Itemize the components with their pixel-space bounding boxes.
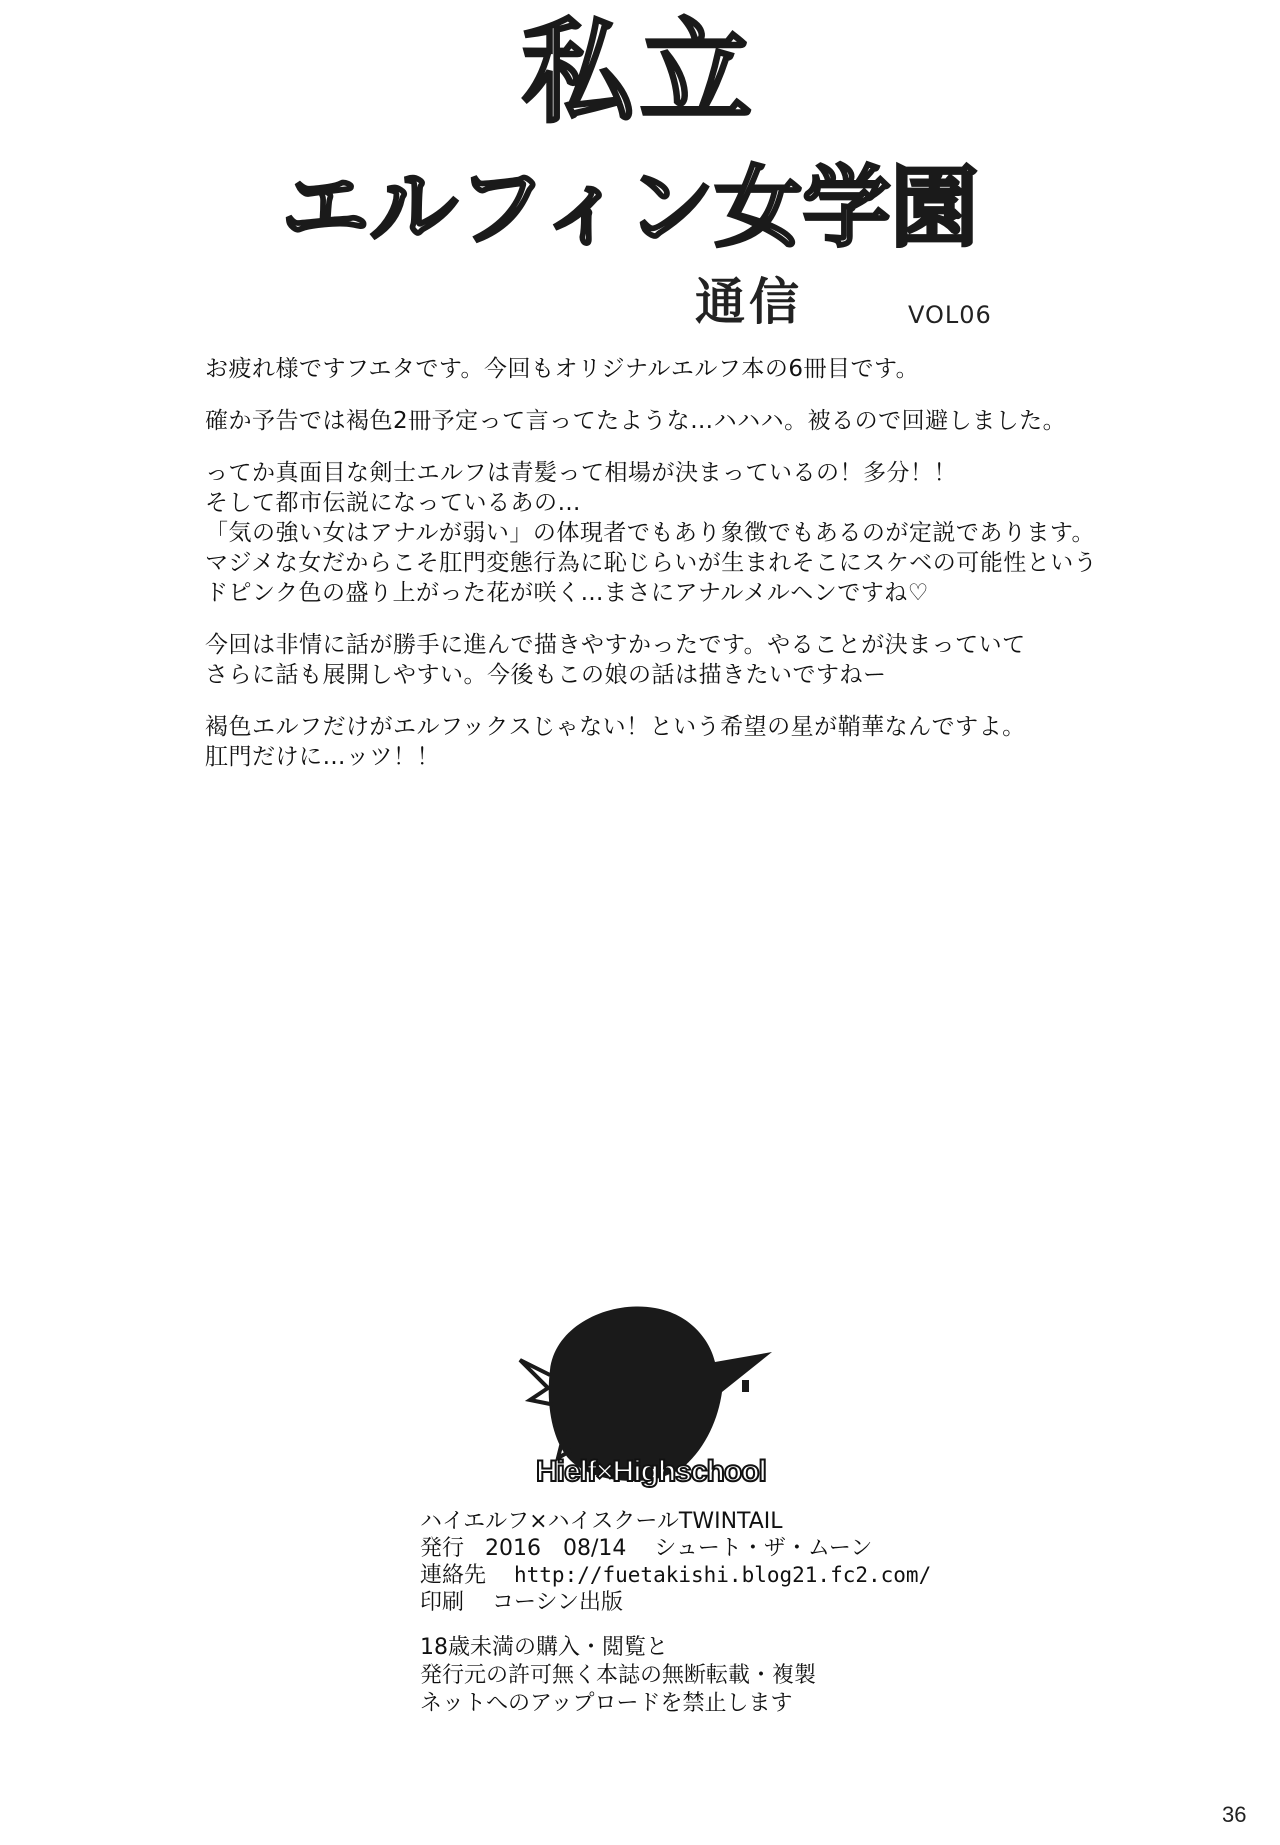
text-line: 確か予告では褐色2冊予定って言ってたような…ハハハ。被るので回避しました。	[205, 408, 1067, 434]
text-line: 「気の強い女はアナルが弱い」の体現者でもあり象徴でもあるのが定説であります。	[205, 520, 1096, 546]
print-label: 印刷	[420, 1590, 465, 1615]
publish-row	[420, 1535, 931, 1562]
notice-line: 発行元の許可無く本誌の無断転載・複製	[420, 1663, 817, 1688]
colophon	[420, 1508, 931, 1616]
legal-notice	[420, 1634, 816, 1718]
circle-logo-text: Hielf×Highschool	[536, 1455, 766, 1488]
notice-line: 18歳未満の購入・閲覧と	[420, 1635, 668, 1660]
masthead-title-line2: エルフィン女学園	[281, 156, 979, 259]
text-line: そして都市伝説になっているあの…	[205, 490, 581, 516]
printer-name: コーシン出版	[492, 1590, 624, 1615]
print-row	[420, 1589, 931, 1616]
publisher-name: シュート・ザ・ムーン	[654, 1536, 873, 1561]
text-line: ドピンク色の盛り上がった花が咲く…まさにアナルメルヘンですね♡	[205, 580, 929, 606]
page-number: 36	[1222, 1802, 1247, 1827]
publish-date: 2016 08/14	[485, 1536, 627, 1561]
text-line: お疲れ様ですフエタです。今回もオリジナルエルフ本の6冊目です。	[205, 356, 920, 382]
paragraph-4	[205, 630, 1165, 690]
text-line: さらに話も展開しやすい。今後もこの娘の話は描きたいですねー	[205, 662, 887, 688]
text-line: 褐色エルフだけがエルフックスじゃない！という希望の星が鞘華なんですよ。	[205, 714, 1026, 740]
masthead-title-line1: 私立	[522, 8, 758, 138]
text-line: 今回は非情に話が勝手に進んで描きやすかったです。やることが決まっていて	[205, 632, 1026, 658]
paragraph-5	[205, 712, 1165, 772]
notice-line: ネットへのアップロードを禁止します	[420, 1691, 793, 1716]
paragraph-2	[205, 406, 1165, 436]
paragraph-3	[205, 458, 1165, 608]
text-line: マジメな女だからこそ肛門変態行為に恥じらいが生まれそこにスケベの可能性という	[205, 550, 1098, 576]
contact-url: http://fuetakishi.blog21.fc2.com/	[514, 1563, 932, 1587]
volume-label: VOL06	[908, 301, 992, 329]
paragraph-1	[205, 354, 1165, 384]
contact-label: 連絡先	[420, 1563, 487, 1588]
masthead-subtitle: 通信	[695, 273, 803, 331]
book-title: ハイエルフ×ハイスクールTWINTAIL	[420, 1509, 783, 1534]
afterword-text	[205, 354, 1165, 794]
text-line: 肛門だけに…ッツ！！	[205, 744, 440, 770]
contact-row	[420, 1562, 931, 1589]
text-line: ってか真面目な剣士エルフは青髪って相場が決まっているの！多分！！	[205, 460, 957, 486]
publish-label: 発行	[420, 1536, 465, 1561]
